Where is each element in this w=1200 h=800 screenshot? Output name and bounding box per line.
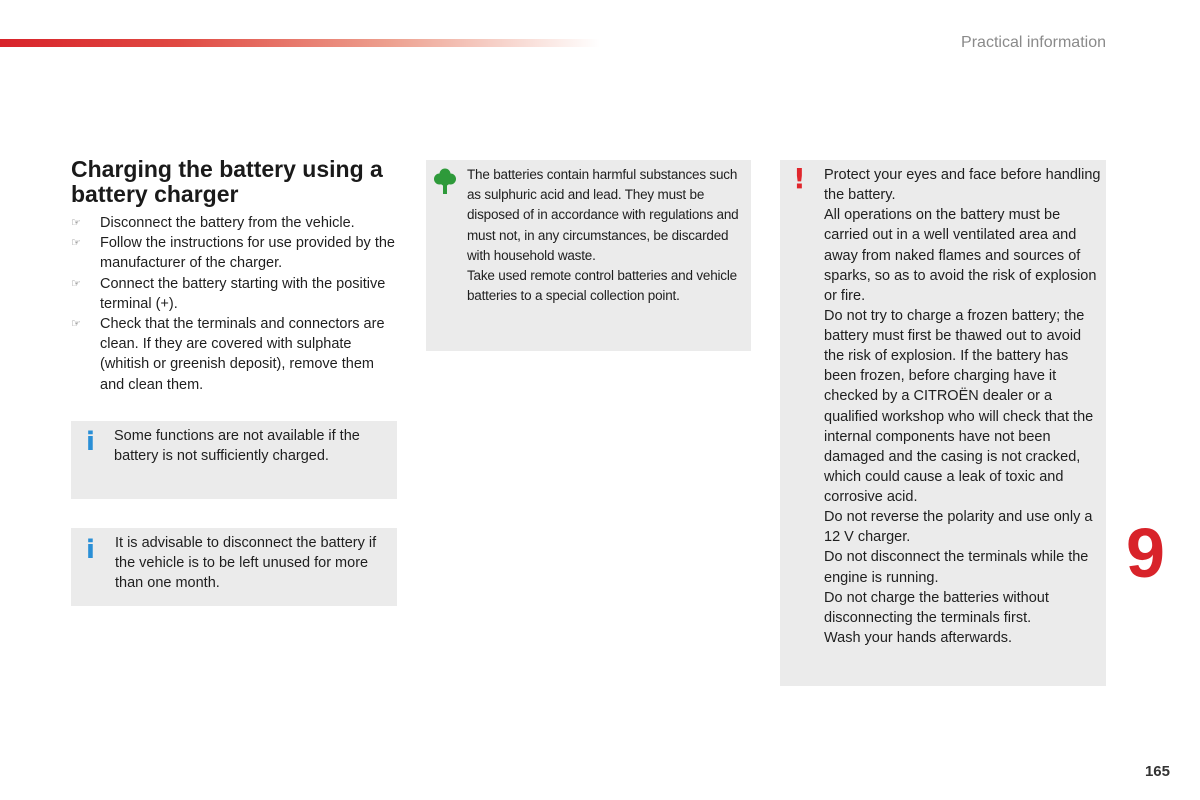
warning-text bbox=[824, 165, 1104, 648]
paragraph: Do not charge the batteries without disconnecting the terminals first. bbox=[824, 589, 1049, 626]
environment-box bbox=[426, 160, 751, 351]
paragraph: Protect your eyes and face before handling the battery. bbox=[824, 167, 1101, 204]
page-number: 165 bbox=[1144, 763, 1170, 780]
step-text: Check that the terminals and connectors are clean. If they are covered with sulphate (whitish or greenish deposit), remove them and clean them. bbox=[100, 316, 385, 393]
exclamation-icon: ! bbox=[793, 162, 806, 195]
tree-icon bbox=[434, 168, 456, 194]
chapter-number: 9 bbox=[1126, 514, 1165, 592]
step-text: Disconnect the battery from the vehicle. bbox=[100, 215, 355, 231]
header-accent-bar bbox=[0, 39, 600, 47]
list-item bbox=[71, 233, 401, 273]
info-box-functions bbox=[71, 421, 397, 499]
pointing-hand-icon: ☞ bbox=[71, 318, 81, 331]
step-text: Connect the battery starting with the positive terminal (+). bbox=[100, 275, 386, 312]
page-title: Charging the battery using a battery charger bbox=[71, 156, 383, 207]
list-item bbox=[71, 314, 401, 395]
pointing-hand-icon: ☞ bbox=[71, 237, 81, 250]
list-item bbox=[71, 274, 401, 314]
paragraph: Do not reverse the polarity and use only a 12 V charger. bbox=[824, 509, 1093, 546]
warning-box bbox=[780, 160, 1106, 686]
info-icon: i bbox=[86, 535, 95, 565]
info-text: Some functions are not available if the battery is not sufficiently charged. bbox=[114, 428, 360, 465]
paragraph: Take used remote control batteries and vehicle batteries to a special collection point. bbox=[467, 268, 737, 304]
pointing-hand-icon: ☞ bbox=[71, 217, 81, 229]
paragraph: Do not try to charge a frozen battery; the battery must first be thawed out to avoid the risk of explosion. If the battery has been frozen, before charging have it checked by a CITROËN dealer or a qualified workshop who will check that the internal components have not been damaged and the casing is not cracked, which could cause a leak of toxic and corrosive acid. bbox=[824, 307, 1094, 505]
paragraph: Wash your hands afterwards. bbox=[824, 629, 1013, 646]
pointing-hand-icon: ☞ bbox=[71, 277, 81, 290]
info-text: It is advisable to disconnect the battery if the vehicle is to be left unused for more than one month. bbox=[115, 535, 377, 592]
section-title: Practical information bbox=[961, 34, 1106, 51]
paragraph: The batteries contain harmful substances such as sulphuric acid and lead. They must be disposed of in accordance with regulations and must not, in any circumstances, be discarded with household waste. bbox=[467, 167, 739, 263]
list-item bbox=[71, 213, 401, 233]
environment-text bbox=[467, 165, 749, 306]
paragraph: All operations on the battery must be carried out in a well ventilated area and away from naked flames and sources of sparks, so as to avoid the risk of explosion or fire. bbox=[824, 207, 1097, 304]
info-box-disconnect bbox=[71, 528, 397, 606]
info-icon: i bbox=[86, 427, 95, 457]
paragraph: Do not disconnect the terminals while the engine is running. bbox=[824, 549, 1089, 586]
procedure-steps bbox=[71, 213, 401, 395]
step-text: Follow the instructions for use provided by the manufacturer of the charger. bbox=[100, 235, 395, 272]
